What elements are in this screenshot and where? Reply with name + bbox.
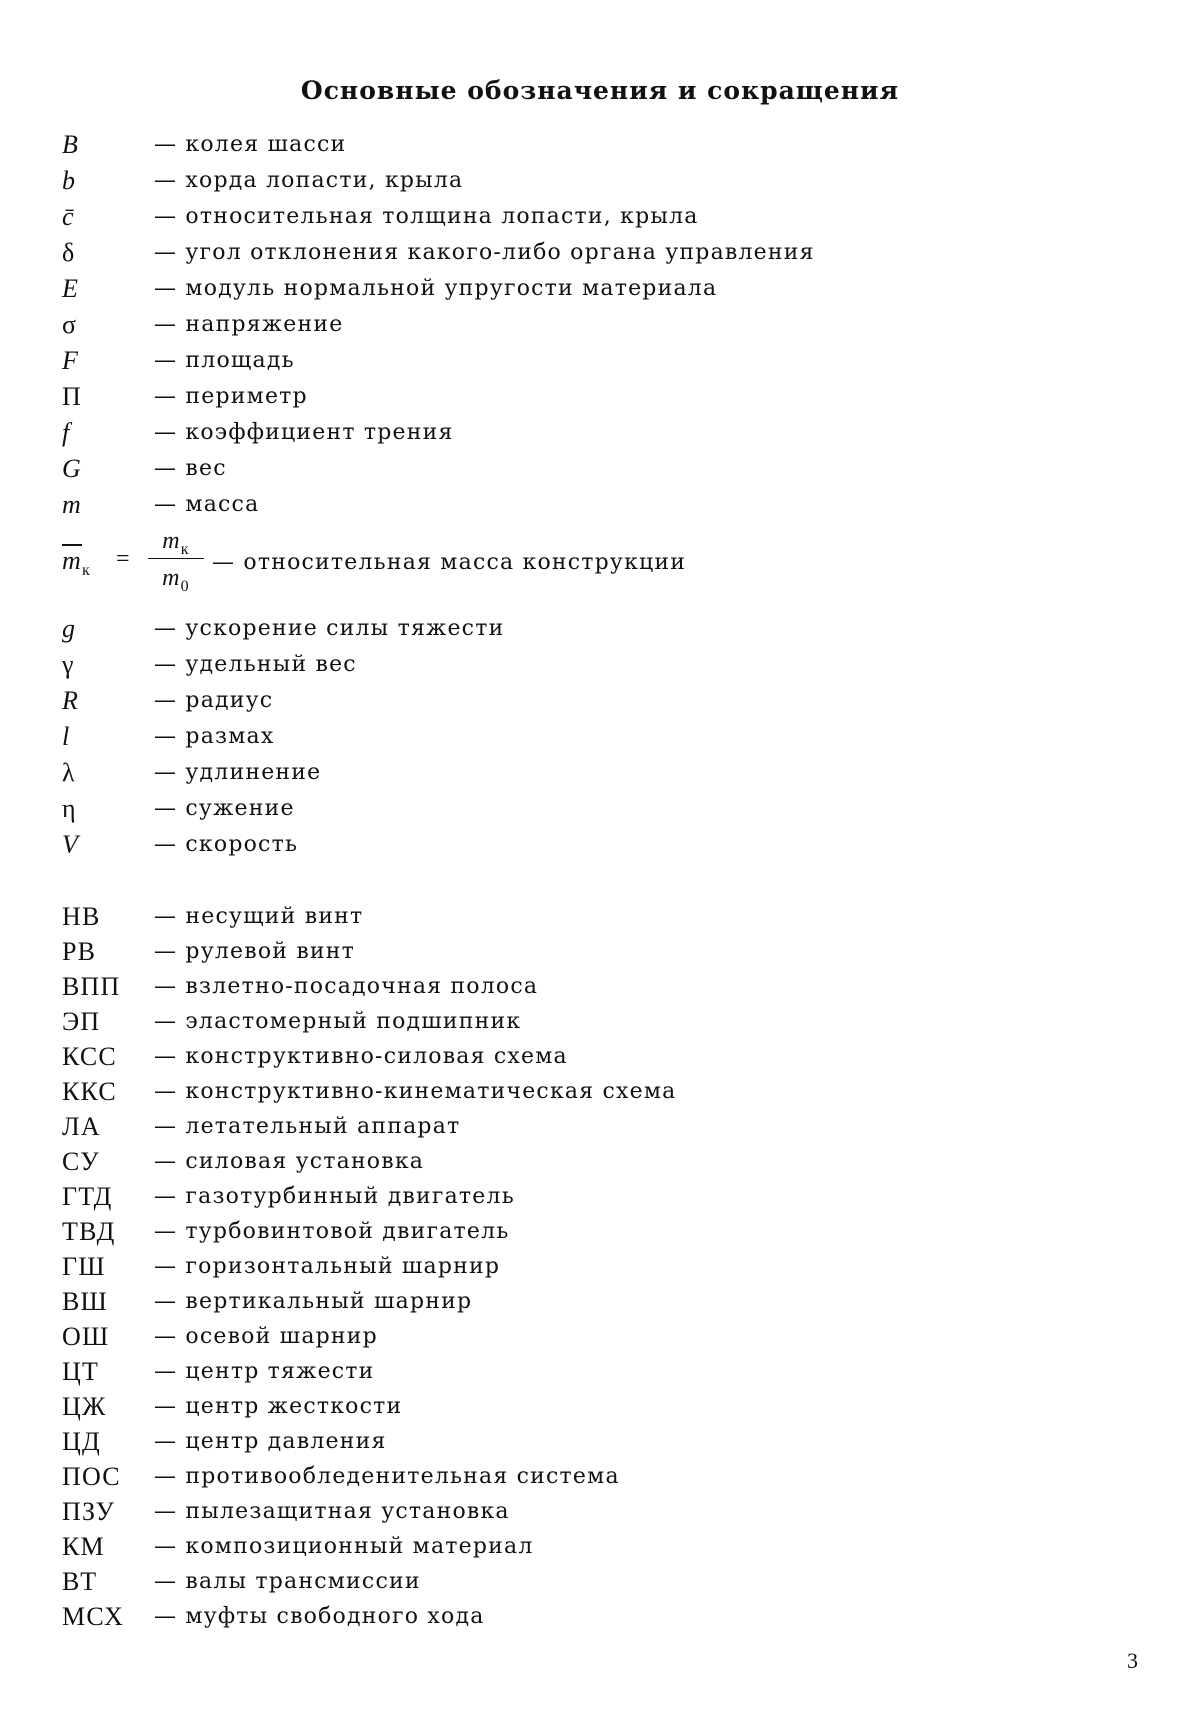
abbreviation-meaning: — турбовинтовой двигатель — [154, 1215, 510, 1249]
symbol-meaning: — вес — [154, 452, 227, 486]
abbreviation-meaning: — композиционный материал — [154, 1530, 534, 1564]
abbreviation: МСХ — [62, 1602, 125, 1631]
symbol-meaning: — удлинение — [154, 756, 321, 790]
symbol-meaning: — колея шасси — [154, 128, 346, 162]
abbreviation: ГТД — [62, 1182, 113, 1211]
abbreviation-meaning: — центр жесткости — [154, 1390, 402, 1424]
symbol-meaning: — удельный вес — [154, 648, 357, 682]
abbreviation-meaning: — пылезащитная установка — [154, 1495, 510, 1529]
abbreviation-meaning: — вертикальный шарнир — [154, 1285, 472, 1319]
abbreviation-meaning: — противообледенительная система — [154, 1460, 620, 1494]
symbol-meaning: — периметр — [154, 380, 308, 414]
page-title: Основные обозначения и сокращения — [300, 76, 900, 105]
symbol: g — [62, 614, 77, 643]
abbreviation: ПОС — [62, 1462, 121, 1491]
abbreviation: ВШ — [62, 1287, 108, 1316]
symbol: λ — [62, 758, 76, 787]
abbreviation: ТВД — [62, 1217, 116, 1246]
abbreviation: ЛА — [62, 1112, 101, 1141]
symbol-meaning: — радиус — [154, 684, 273, 718]
abbreviation-meaning: — летательный аппарат — [154, 1110, 460, 1144]
abbreviation-meaning: — валы трансмиссии — [154, 1565, 421, 1599]
symbol: γ — [62, 650, 75, 679]
symbol: f — [62, 418, 71, 447]
abbreviation: ЦЖ — [62, 1392, 107, 1421]
abbreviation-meaning: — муфты свободного хода — [154, 1600, 485, 1634]
symbol: c̄ — [62, 202, 75, 231]
abbreviation-meaning: — конструктивно-силовая схема — [154, 1040, 568, 1074]
abbreviation-meaning: — газотурбинный двигатель — [154, 1180, 515, 1214]
symbol-meaning: — хорда лопасти, крыла — [154, 164, 463, 198]
abbreviation: ПЗУ — [62, 1497, 116, 1526]
abbreviation-meaning: — эластомерный подшипник — [154, 1005, 521, 1039]
formula-equals: = — [116, 546, 131, 572]
abbreviation-meaning: — рулевой винт — [154, 935, 355, 969]
abbreviation-meaning: — силовая установка — [154, 1145, 424, 1179]
fraction-denominator: $m_0$ — [162, 565, 190, 595]
abbreviation: КМ — [62, 1532, 105, 1561]
abbreviation: СУ — [62, 1147, 100, 1176]
abbreviation-meaning: — взлетно-посадочная полоса — [154, 970, 538, 1004]
formula-meaning: — относительная масса конструкции — [212, 546, 686, 580]
fraction-numerator: $m_к$ — [148, 524, 204, 559]
symbol-meaning: — сужение — [154, 792, 295, 826]
page-number: 3 — [1127, 1648, 1138, 1673]
abbreviation: ГШ — [62, 1252, 106, 1281]
abbreviation: НВ — [62, 902, 101, 931]
symbol: η — [62, 794, 77, 823]
abbreviation-meaning: — центр тяжести — [154, 1355, 375, 1389]
symbol-meaning: — масса — [154, 488, 259, 522]
symbol-meaning: — напряжение — [154, 308, 343, 342]
symbol-meaning: — ускорение силы тяжести — [154, 612, 504, 646]
abbreviation: ЦТ — [62, 1357, 100, 1386]
symbol: m — [62, 490, 82, 519]
symbol: F — [62, 346, 80, 375]
symbol-meaning: — модуль нормальной упругости материала — [154, 272, 717, 306]
symbol: δ — [62, 238, 76, 267]
symbol-meaning: — площадь — [154, 344, 295, 378]
abbreviation: ОШ — [62, 1322, 110, 1351]
abbreviation: ЦД — [62, 1427, 101, 1456]
symbol: E — [62, 274, 80, 303]
symbol-meaning: — угол отклонения какого-либо органа управления — [154, 236, 815, 270]
symbol: V — [62, 830, 80, 859]
abbreviation: ККС — [62, 1077, 117, 1106]
abbreviation: КСС — [62, 1042, 117, 1071]
symbol-meaning: — относительная толщина лопасти, крыла — [154, 200, 699, 234]
symbol: R — [62, 686, 80, 715]
symbol-meaning: — размах — [154, 720, 274, 754]
symbol: G — [62, 454, 82, 483]
abbreviation-meaning: — осевой шарнир — [154, 1320, 378, 1354]
abbreviation-meaning: — горизонтальный шарнир — [154, 1250, 500, 1284]
abbreviation-meaning: — центр давления — [154, 1425, 387, 1459]
symbol-meaning: — скорость — [154, 828, 298, 862]
symbol: σ — [62, 310, 78, 339]
abbreviation-meaning: — несущий винт — [154, 900, 363, 934]
formula-lhs: $\overline{m}_к$ — [62, 546, 91, 580]
formula-fraction — [148, 524, 204, 593]
abbreviation: РВ — [62, 937, 97, 966]
symbol: B — [62, 130, 80, 159]
symbol: l — [62, 722, 71, 751]
symbol: П — [62, 382, 82, 411]
symbol: b — [62, 166, 77, 195]
abbreviation-meaning: — конструктивно-кинематическая схема — [154, 1075, 676, 1109]
abbreviation: ВПП — [62, 972, 121, 1001]
symbol-meaning: — коэффициент трения — [154, 416, 454, 450]
abbreviation: ВТ — [62, 1567, 98, 1596]
abbreviation: ЭП — [62, 1007, 101, 1036]
